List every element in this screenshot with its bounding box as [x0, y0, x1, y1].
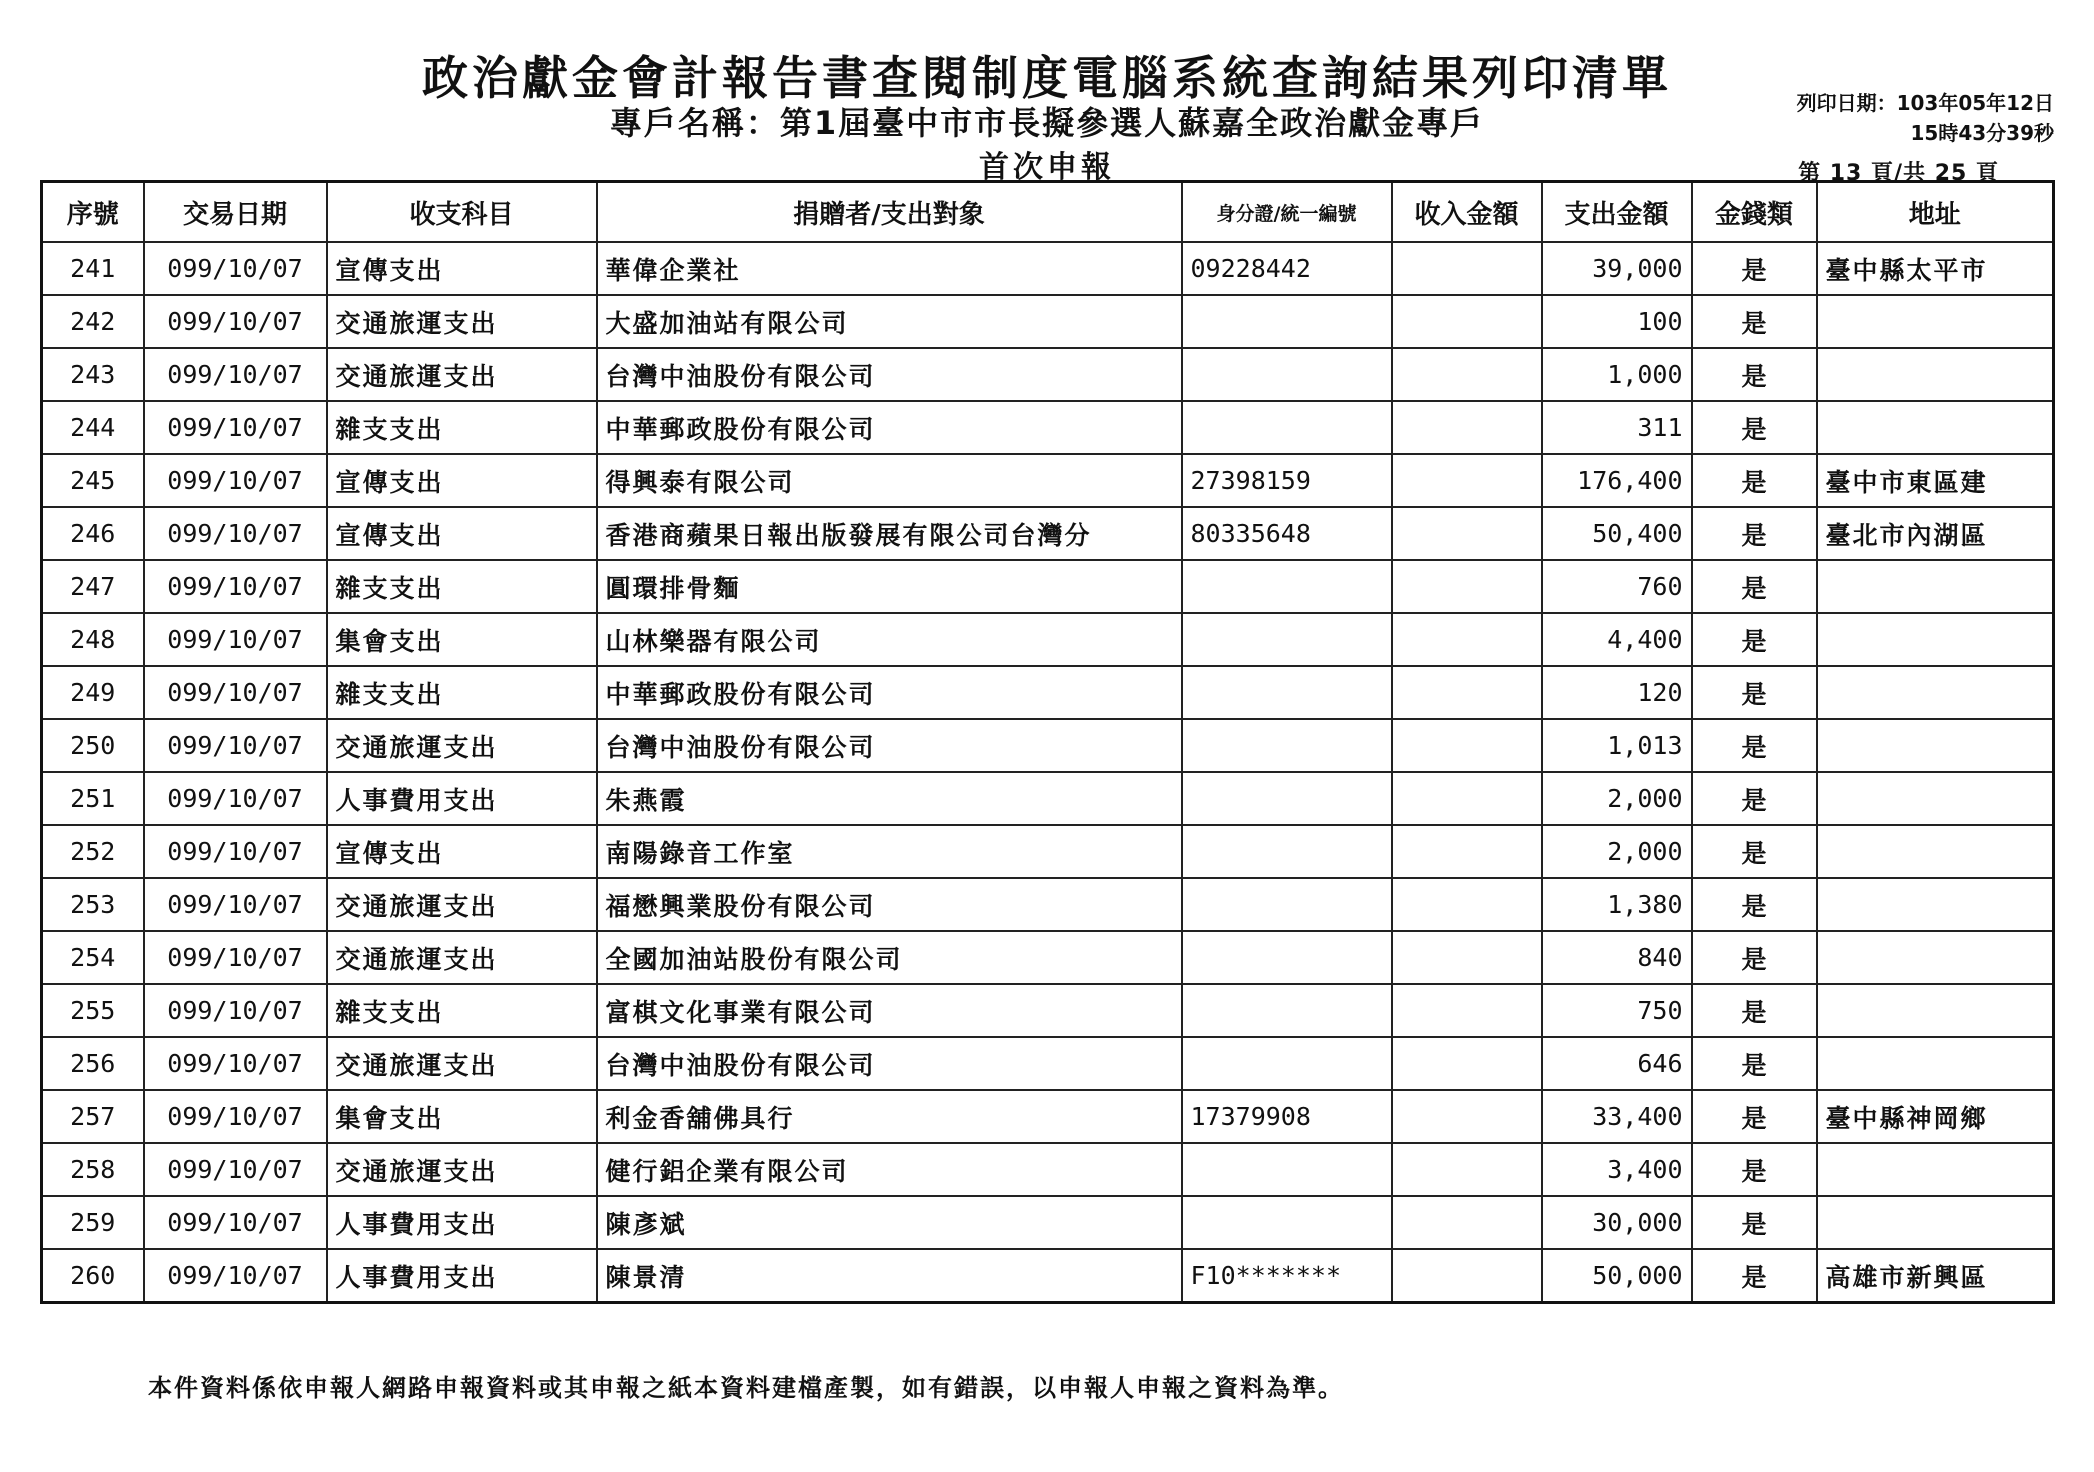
cell-seq: 242 — [42, 295, 144, 348]
cell-payee: 山林樂器有限公司 — [597, 613, 1182, 666]
cell-payee: 健行鋁企業有限公司 — [597, 1143, 1182, 1196]
col-header-seq: 序號 — [42, 182, 144, 243]
cell-id — [1182, 560, 1392, 613]
cell-date: 099/10/07 — [144, 348, 327, 401]
cell-payee: 得興泰有限公司 — [597, 454, 1182, 507]
cell-category: 宣傳支出 — [327, 242, 597, 295]
cell-monetary: 是 — [1692, 507, 1817, 560]
table-row — [42, 295, 2054, 348]
document-title: 政治獻金會計報告書查閱制度電腦系統查詢結果列印清單 — [422, 51, 1672, 105]
cell-monetary: 是 — [1692, 772, 1817, 825]
cell-category: 交通旅運支出 — [327, 1037, 597, 1090]
cell-date: 099/10/07 — [144, 560, 327, 613]
cell-payee: 利金香舖佛具行 — [597, 1090, 1182, 1143]
table-row — [42, 348, 2054, 401]
cell-expense: 30,000 — [1542, 1196, 1692, 1249]
cell-id — [1182, 878, 1392, 931]
cell-payee: 陳彥斌 — [597, 1196, 1182, 1249]
cell-address: 臺中市東區建 — [1817, 454, 2054, 507]
cell-payee: 中華郵政股份有限公司 — [597, 666, 1182, 719]
table-row — [42, 931, 2054, 984]
cell-income — [1392, 719, 1542, 772]
table-row — [42, 772, 2054, 825]
cell-income — [1392, 772, 1542, 825]
cell-id — [1182, 825, 1392, 878]
cell-expense: 646 — [1542, 1037, 1692, 1090]
col-header-category: 收支科目 — [327, 182, 597, 243]
cell-monetary: 是 — [1692, 1249, 1817, 1303]
cell-date: 099/10/07 — [144, 242, 327, 295]
cell-monetary: 是 — [1692, 825, 1817, 878]
cell-category: 人事費用支出 — [327, 772, 597, 825]
cell-income — [1392, 613, 1542, 666]
cell-seq: 253 — [42, 878, 144, 931]
cell-expense: 100 — [1542, 295, 1692, 348]
cell-seq: 259 — [42, 1196, 144, 1249]
cell-id: 09228442 — [1182, 242, 1392, 295]
cell-seq: 257 — [42, 1090, 144, 1143]
table-row — [42, 242, 2054, 295]
cell-income — [1392, 825, 1542, 878]
cell-income — [1392, 454, 1542, 507]
cell-income — [1392, 507, 1542, 560]
cell-income — [1392, 1090, 1542, 1143]
cell-id — [1182, 401, 1392, 454]
cell-monetary: 是 — [1692, 878, 1817, 931]
cell-expense: 50,400 — [1542, 507, 1692, 560]
page-indicator: 第 13 頁/共 25 頁 — [1798, 161, 1999, 186]
cell-date: 099/10/07 — [144, 931, 327, 984]
table-row — [42, 454, 2054, 507]
table-row — [42, 1143, 2054, 1196]
cell-date: 099/10/07 — [144, 1090, 327, 1143]
table-row — [42, 719, 2054, 772]
cell-seq: 260 — [42, 1249, 144, 1303]
cell-address — [1817, 1143, 2054, 1196]
cell-address — [1817, 295, 2054, 348]
cell-category: 交通旅運支出 — [327, 295, 597, 348]
cell-seq: 247 — [42, 560, 144, 613]
cell-income — [1392, 295, 1542, 348]
cell-income — [1392, 1196, 1542, 1249]
cell-category: 宣傳支出 — [327, 454, 597, 507]
cell-expense: 840 — [1542, 931, 1692, 984]
table-row — [42, 613, 2054, 666]
cell-date: 099/10/07 — [144, 719, 327, 772]
table-row — [42, 1249, 2054, 1303]
cell-address — [1817, 1196, 2054, 1249]
cell-date: 099/10/07 — [144, 1249, 327, 1303]
cell-payee: 全國加油站股份有限公司 — [597, 931, 1182, 984]
cell-address — [1817, 878, 2054, 931]
records-table — [40, 180, 2055, 1304]
cell-category: 集會支出 — [327, 1090, 597, 1143]
cell-seq: 254 — [42, 931, 144, 984]
cell-expense: 1,000 — [1542, 348, 1692, 401]
cell-address — [1817, 719, 2054, 772]
cell-seq: 248 — [42, 613, 144, 666]
cell-monetary: 是 — [1692, 1037, 1817, 1090]
cell-payee: 香港商蘋果日報出版發展有限公司台灣分 — [597, 507, 1182, 560]
cell-monetary: 是 — [1692, 454, 1817, 507]
cell-seq: 258 — [42, 1143, 144, 1196]
cell-id — [1182, 348, 1392, 401]
cell-monetary: 是 — [1692, 401, 1817, 454]
cell-date: 099/10/07 — [144, 1037, 327, 1090]
cell-monetary: 是 — [1692, 560, 1817, 613]
cell-category: 交通旅運支出 — [327, 1143, 597, 1196]
cell-expense: 33,400 — [1542, 1090, 1692, 1143]
cell-income — [1392, 348, 1542, 401]
cell-payee: 台灣中油股份有限公司 — [597, 1037, 1182, 1090]
cell-category: 雜支支出 — [327, 401, 597, 454]
cell-category: 雜支支出 — [327, 560, 597, 613]
cell-category: 交通旅運支出 — [327, 878, 597, 931]
cell-payee: 陳景清 — [597, 1249, 1182, 1303]
cell-date: 099/10/07 — [144, 984, 327, 1037]
cell-category: 交通旅運支出 — [327, 719, 597, 772]
cell-seq: 246 — [42, 507, 144, 560]
cell-address — [1817, 560, 2054, 613]
cell-category: 雜支支出 — [327, 666, 597, 719]
cell-category: 宣傳支出 — [327, 825, 597, 878]
cell-seq: 241 — [42, 242, 144, 295]
cell-category: 集會支出 — [327, 613, 597, 666]
cell-expense: 4,400 — [1542, 613, 1692, 666]
cell-date: 099/10/07 — [144, 507, 327, 560]
col-header-monetary: 金錢類 — [1692, 182, 1817, 243]
cell-category: 宣傳支出 — [327, 507, 597, 560]
cell-address: 臺北市內湖區 — [1817, 507, 2054, 560]
cell-income — [1392, 242, 1542, 295]
cell-id — [1182, 1143, 1392, 1196]
cell-id — [1182, 1196, 1392, 1249]
table-header-row — [42, 182, 2054, 243]
cell-monetary: 是 — [1692, 242, 1817, 295]
table-body — [42, 242, 2054, 1303]
cell-id — [1182, 931, 1392, 984]
cell-date: 099/10/07 — [144, 454, 327, 507]
cell-id: 80335648 — [1182, 507, 1392, 560]
cell-id — [1182, 984, 1392, 1037]
cell-seq: 245 — [42, 454, 144, 507]
cell-date: 099/10/07 — [144, 772, 327, 825]
cell-date: 099/10/07 — [144, 295, 327, 348]
table-row — [42, 1196, 2054, 1249]
cell-income — [1392, 878, 1542, 931]
cell-id — [1182, 295, 1392, 348]
cell-payee: 福懋興業股份有限公司 — [597, 878, 1182, 931]
cell-expense: 50,000 — [1542, 1249, 1692, 1303]
col-header-income: 收入金額 — [1392, 182, 1542, 243]
cell-monetary: 是 — [1692, 1196, 1817, 1249]
cell-expense: 2,000 — [1542, 825, 1692, 878]
cell-date: 099/10/07 — [144, 1143, 327, 1196]
cell-date: 099/10/07 — [144, 401, 327, 454]
table-row — [42, 825, 2054, 878]
cell-seq: 249 — [42, 666, 144, 719]
cell-seq: 251 — [42, 772, 144, 825]
cell-category: 人事費用支出 — [327, 1249, 597, 1303]
cell-payee: 中華郵政股份有限公司 — [597, 401, 1182, 454]
cell-category: 雜支支出 — [327, 984, 597, 1037]
table-row — [42, 1090, 2054, 1143]
print-date: 列印日期：103年05年12日 — [1796, 91, 2054, 115]
cell-date: 099/10/07 — [144, 878, 327, 931]
cell-expense: 120 — [1542, 666, 1692, 719]
cell-expense: 311 — [1542, 401, 1692, 454]
cell-id: F10******* — [1182, 1249, 1392, 1303]
col-header-id: 身分證/統一編號 — [1182, 182, 1392, 243]
cell-seq: 252 — [42, 825, 144, 878]
cell-id — [1182, 719, 1392, 772]
table-row — [42, 878, 2054, 931]
cell-monetary: 是 — [1692, 931, 1817, 984]
cell-category: 交通旅運支出 — [327, 348, 597, 401]
cell-seq: 244 — [42, 401, 144, 454]
cell-id — [1182, 666, 1392, 719]
cell-expense: 39,000 — [1542, 242, 1692, 295]
cell-income — [1392, 931, 1542, 984]
cell-payee: 圓環排骨麵 — [597, 560, 1182, 613]
cell-address — [1817, 1037, 2054, 1090]
table-row — [42, 560, 2054, 613]
print-time: 15時43分39秒 — [1910, 121, 2054, 145]
cell-seq: 243 — [42, 348, 144, 401]
cell-address — [1817, 931, 2054, 984]
cell-income — [1392, 1143, 1542, 1196]
table-row — [42, 666, 2054, 719]
col-header-expense: 支出金額 — [1542, 182, 1692, 243]
cell-address — [1817, 825, 2054, 878]
cell-category: 人事費用支出 — [327, 1196, 597, 1249]
cell-income — [1392, 560, 1542, 613]
cell-date: 099/10/07 — [144, 1196, 327, 1249]
cell-date: 099/10/07 — [144, 825, 327, 878]
table-row — [42, 984, 2054, 1037]
cell-category: 交通旅運支出 — [327, 931, 597, 984]
cell-expense: 3,400 — [1542, 1143, 1692, 1196]
cell-expense: 176,400 — [1542, 454, 1692, 507]
cell-income — [1392, 401, 1542, 454]
cell-income — [1392, 1037, 1542, 1090]
cell-monetary: 是 — [1692, 348, 1817, 401]
cell-monetary: 是 — [1692, 613, 1817, 666]
cell-payee: 台灣中油股份有限公司 — [597, 719, 1182, 772]
cell-monetary: 是 — [1692, 984, 1817, 1037]
cell-address: 臺中縣太平市 — [1817, 242, 2054, 295]
cell-monetary: 是 — [1692, 295, 1817, 348]
table-row — [42, 507, 2054, 560]
cell-payee: 台灣中油股份有限公司 — [597, 348, 1182, 401]
cell-date: 099/10/07 — [144, 613, 327, 666]
cell-id — [1182, 772, 1392, 825]
cell-expense: 1,380 — [1542, 878, 1692, 931]
cell-expense: 1,013 — [1542, 719, 1692, 772]
cell-income — [1392, 666, 1542, 719]
table-row — [42, 1037, 2054, 1090]
cell-address: 高雄市新興區 — [1817, 1249, 2054, 1303]
cell-address — [1817, 666, 2054, 719]
cell-payee: 富棋文化事業有限公司 — [597, 984, 1182, 1037]
cell-address — [1817, 984, 2054, 1037]
report-type: 首次申報 — [979, 150, 1115, 185]
cell-id: 27398159 — [1182, 454, 1392, 507]
cell-address: 臺中縣神岡鄉 — [1817, 1090, 2054, 1143]
cell-payee: 大盛加油站有限公司 — [597, 295, 1182, 348]
cell-monetary: 是 — [1692, 719, 1817, 772]
cell-id — [1182, 613, 1392, 666]
cell-id: 17379908 — [1182, 1090, 1392, 1143]
footnote: 本件資料係依申報人網路申報資料或其申報之紙本資料建檔產製，如有錯誤，以申報人申報之資料為準。 — [148, 1374, 1344, 1402]
cell-address — [1817, 348, 2054, 401]
cell-expense: 760 — [1542, 560, 1692, 613]
cell-monetary: 是 — [1692, 1090, 1817, 1143]
cell-payee: 華偉企業社 — [597, 242, 1182, 295]
cell-seq: 256 — [42, 1037, 144, 1090]
cell-monetary: 是 — [1692, 666, 1817, 719]
cell-expense: 2,000 — [1542, 772, 1692, 825]
col-header-address: 地址 — [1817, 182, 2054, 243]
cell-income — [1392, 984, 1542, 1037]
cell-income — [1392, 1249, 1542, 1303]
account-name: 專戶名稱：第1屆臺中市市長擬參選人蘇嘉全政治獻金專戶 — [609, 104, 1485, 142]
cell-seq: 250 — [42, 719, 144, 772]
print-timestamp — [1797, 88, 2054, 148]
table-row — [42, 401, 2054, 454]
cell-monetary: 是 — [1692, 1143, 1817, 1196]
cell-id — [1182, 1037, 1392, 1090]
cell-address — [1817, 772, 2054, 825]
cell-expense: 750 — [1542, 984, 1692, 1037]
cell-seq: 255 — [42, 984, 144, 1037]
col-header-payee: 捐贈者/支出對象 — [597, 182, 1182, 243]
cell-address — [1817, 401, 2054, 454]
col-header-date: 交易日期 — [144, 182, 327, 243]
cell-date: 099/10/07 — [144, 666, 327, 719]
cell-address — [1817, 613, 2054, 666]
cell-payee: 南陽錄音工作室 — [597, 825, 1182, 878]
cell-payee: 朱燕霞 — [597, 772, 1182, 825]
